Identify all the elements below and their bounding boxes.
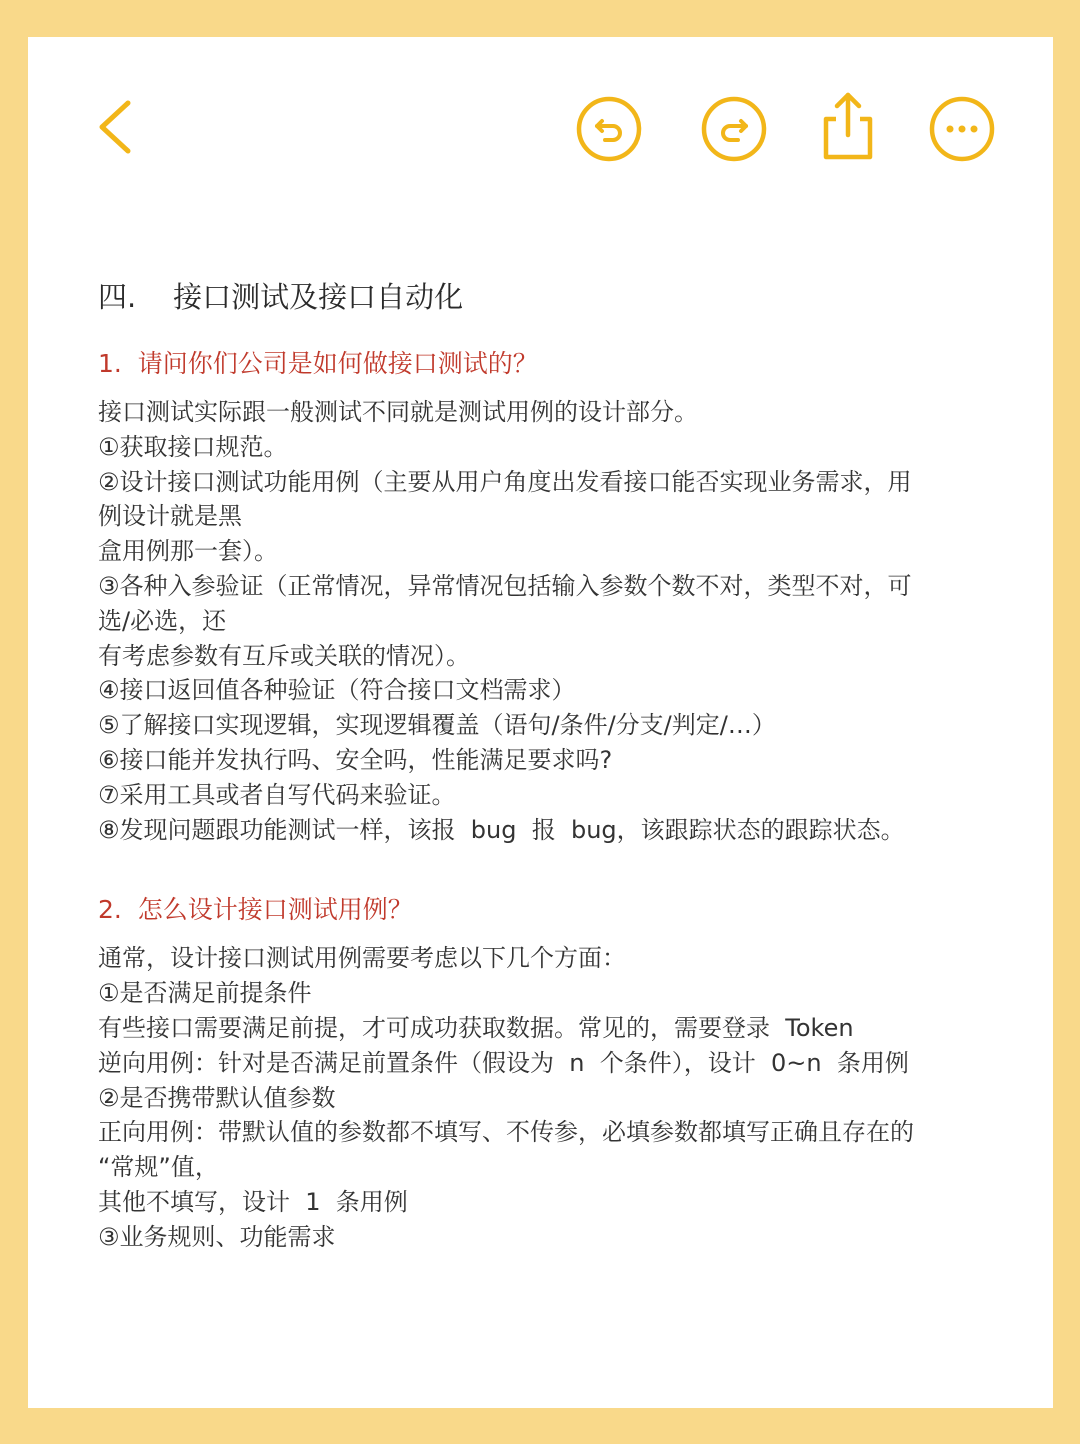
answer-line: ①是否满足前提条件 xyxy=(98,979,312,1008)
more-circle-icon[interactable] xyxy=(928,95,996,163)
question-2-answer xyxy=(98,941,1033,1254)
answer-line: ②设计接口测试功能用例（主要从用户角度出发看接口能否实现业务需求，用 xyxy=(98,467,912,496)
answer-line: ⑥接口能并发执行吗、安全吗，性能满足要求吗? xyxy=(98,745,613,774)
question-2-title: 2. 怎么设计接口测试用例？ xyxy=(98,895,413,925)
answer-line: 有些接口需要满足前提，才可成功获取数据。常见的，需要登录 Token xyxy=(98,1013,854,1042)
answer-line: 盒用例那一套）。 xyxy=(98,537,278,566)
answer-line: ⑦采用工具或者自写代码来验证。 xyxy=(98,780,456,809)
note-page xyxy=(28,37,1053,1408)
answer-line: ①获取接口规范。 xyxy=(98,432,288,461)
section-title: 四. 接口测试及接口自动化 xyxy=(98,280,464,314)
undo-circle-icon[interactable] xyxy=(575,95,643,163)
answer-line: ③业务规则、功能需求 xyxy=(98,1222,336,1251)
answer-line: 选/必选，还 xyxy=(98,606,227,635)
question-1-title: 1. 请问你们公司是如何做接口测试的？ xyxy=(98,349,538,378)
answer-line: ⑤了解接口实现逻辑，实现逻辑覆盖（语句/条件/分支/判定/…） xyxy=(98,711,776,740)
answer-line: ⑧发现问题跟功能测试一样，该报 bug 报 bug，该跟踪状态的跟踪状态。 xyxy=(98,815,905,844)
chevron-left-icon[interactable] xyxy=(94,99,134,155)
answer-line: 接口测试实际跟一般测试不同就是测试用例的设计部分。 xyxy=(98,398,698,426)
answer-line: 逆向用例：针对是否满足前置条件（假设为 n 个条件），设计 0~n 条用例 xyxy=(98,1048,909,1077)
answer-line: 通常，设计接口测试用例需要考虑以下几个方面： xyxy=(98,944,626,973)
note-content[interactable] xyxy=(98,277,1033,1255)
question-1-answer xyxy=(98,395,1033,847)
answer-line: ④接口返回值各种验证（符合接口文档需求） xyxy=(98,676,576,705)
answer-line: 有考虑参数有互斥或关联的情况）。 xyxy=(98,641,470,670)
answer-line: 其他不填写，设计 1 条用例 xyxy=(98,1187,408,1216)
redo-circle-icon[interactable] xyxy=(700,95,768,163)
answer-line: ③各种入参验证（正常情况，异常情况包括输入参数个数不对，类型不对，可 xyxy=(98,571,912,600)
answer-line: ②是否携带默认值参数 xyxy=(98,1083,336,1112)
answer-line: 正向用例：带默认值的参数都不填写、不传参，必填参数都填写正确且存在的 xyxy=(98,1118,914,1147)
answer-line: 例设计就是黑 xyxy=(98,502,242,531)
share-icon[interactable] xyxy=(818,89,878,161)
answer-line: “常规”值， xyxy=(98,1153,219,1182)
